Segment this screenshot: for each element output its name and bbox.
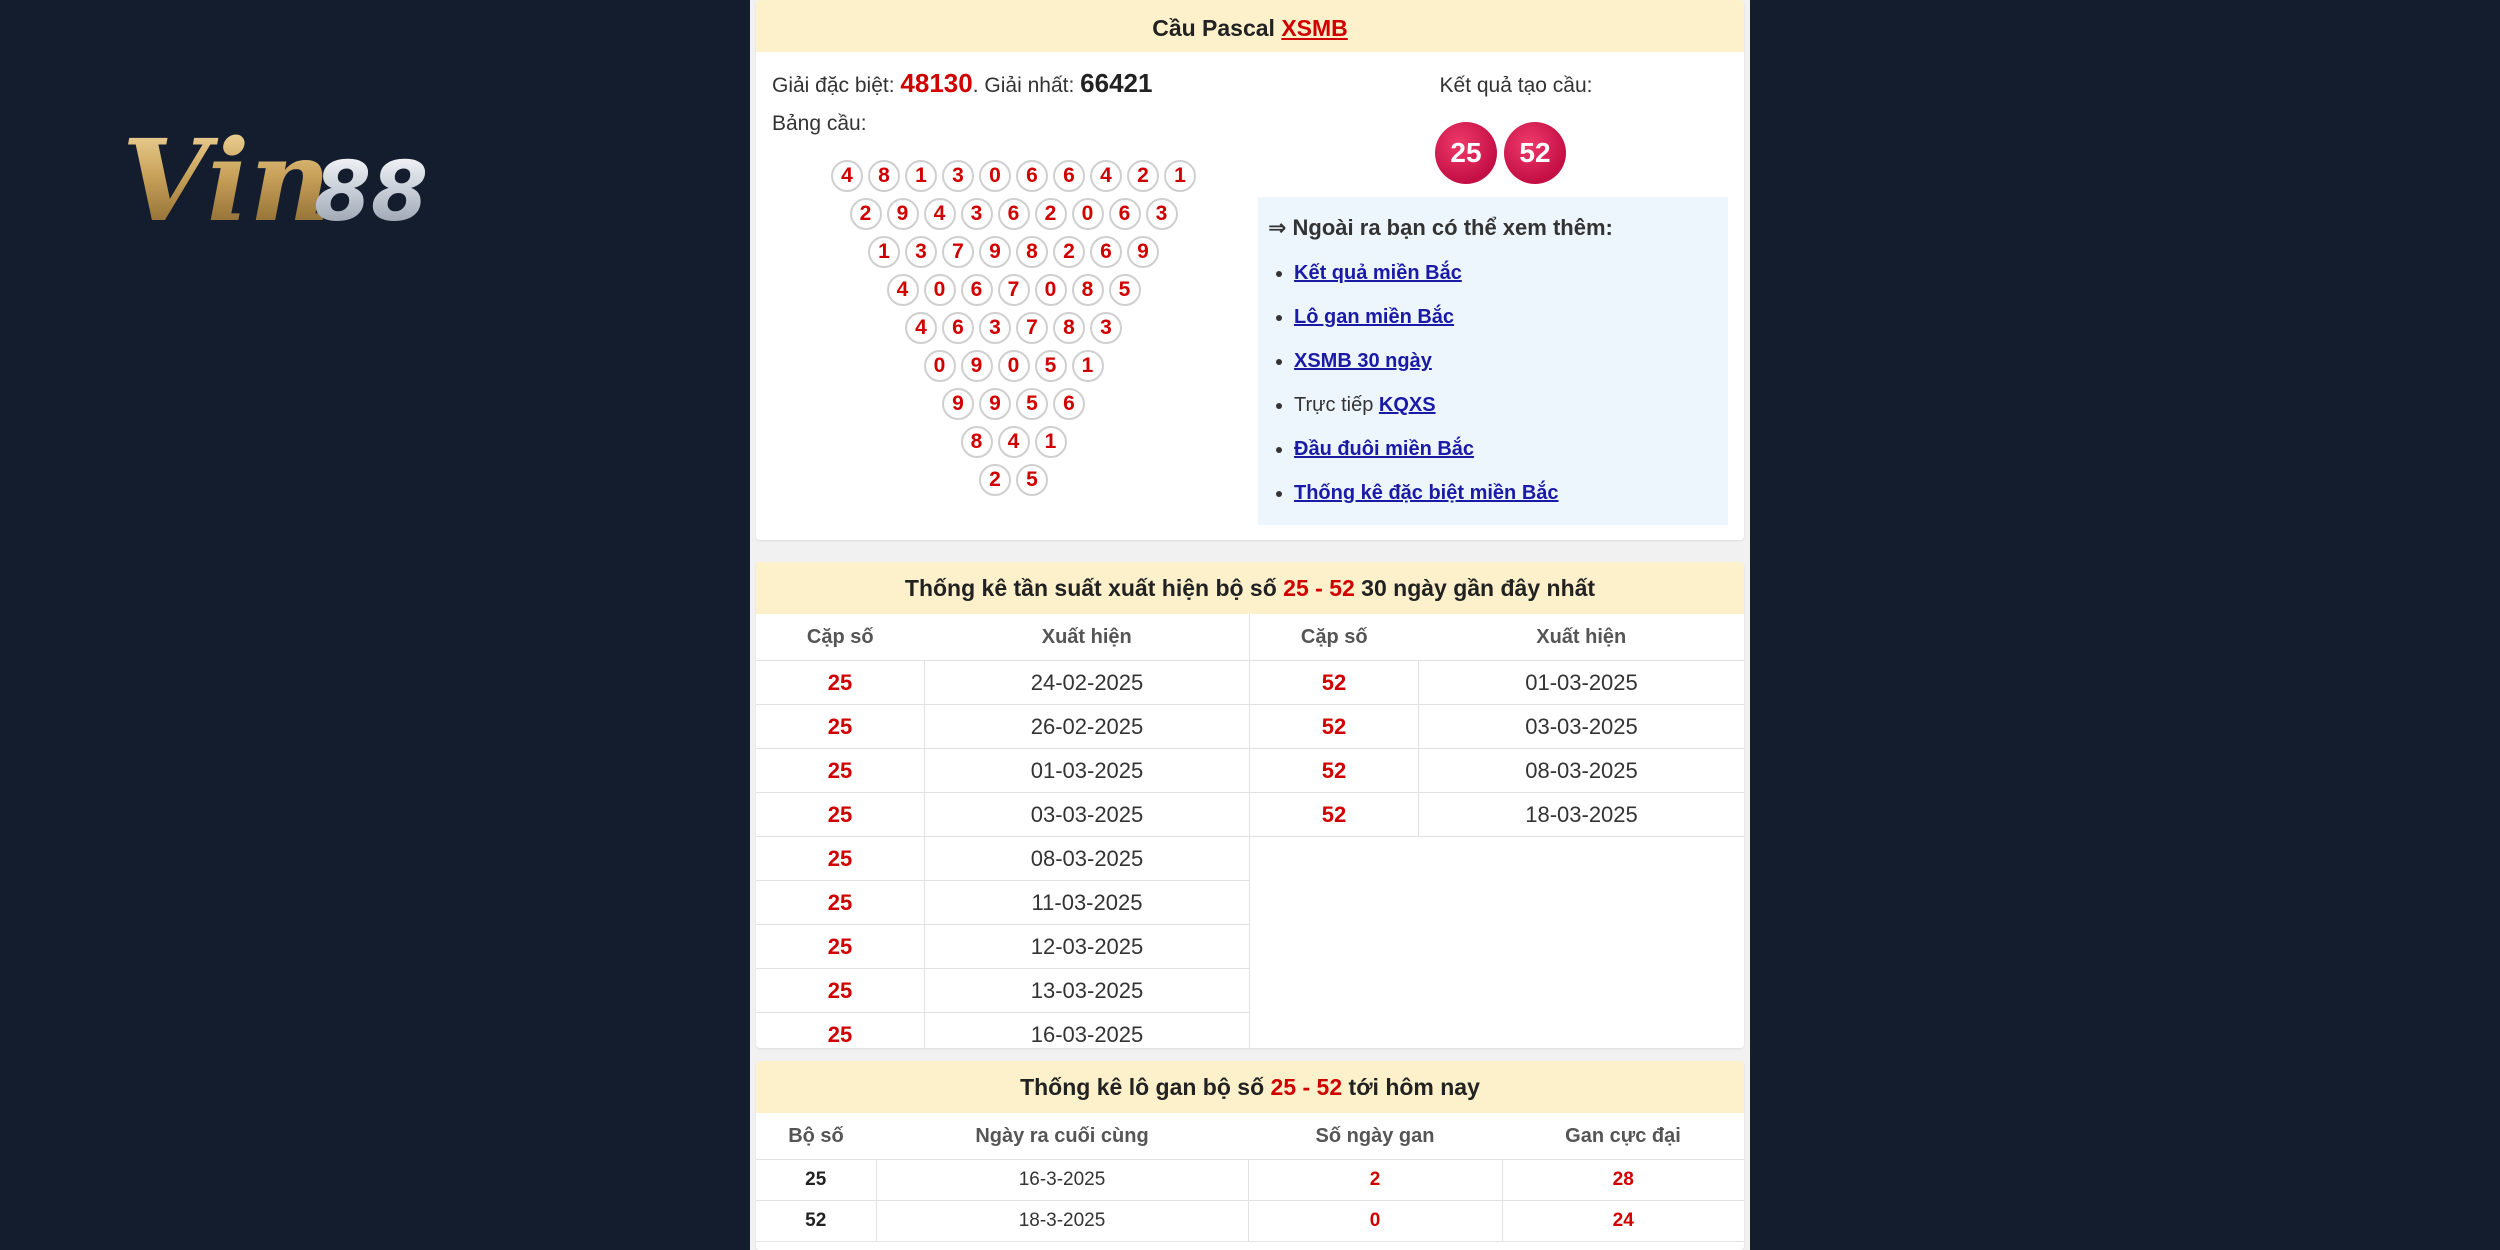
last-date-cell: 18-3-2025 xyxy=(876,1201,1248,1242)
pyramid-digit: 3 xyxy=(1090,312,1122,344)
date-cell: 08-03-2025 xyxy=(1419,749,1745,793)
link-ket-qua-mien-bac[interactable]: Kết quả miền Bắc xyxy=(1294,262,1462,284)
date-cell: 11-03-2025 xyxy=(925,881,1250,925)
pyramid-digit: 2 xyxy=(1127,160,1159,192)
pyramid-digit: 6 xyxy=(1053,160,1085,192)
pyramid-digit: 9 xyxy=(979,236,1011,268)
pascal-card xyxy=(756,0,1744,540)
column-header: Xuất hiện xyxy=(925,614,1250,661)
table-row xyxy=(756,1013,1250,1049)
pyramid-digit: 7 xyxy=(998,274,1030,306)
column-header: Cặp số xyxy=(756,614,925,661)
table-row xyxy=(1250,661,1744,705)
pyramid-digit: 6 xyxy=(1053,388,1085,420)
pyramid-digit: 9 xyxy=(1127,236,1159,268)
pyramid-digit: 0 xyxy=(1072,198,1104,230)
date-cell: 01-03-2025 xyxy=(1419,661,1745,705)
pair-cell: 25 xyxy=(756,1013,925,1049)
pair-cell: 25 xyxy=(756,969,925,1013)
vin88-logo xyxy=(122,118,482,238)
pyramid-digit: 6 xyxy=(998,198,1030,230)
pyramid-digit: 8 xyxy=(1072,274,1104,306)
pyramid-digit: 2 xyxy=(1053,236,1085,268)
prize-info: Giải đặc biệt: 48130. Giải nhất: 66421 xyxy=(772,68,1153,98)
link-dau-duoi-mien-bac[interactable]: Đầu đuôi miền Bắc xyxy=(1294,438,1475,460)
pyramid-digit: 6 xyxy=(961,274,993,306)
lo-gan-title: Thống kê lô gan bộ số 25 - 52 tới hôm nay xyxy=(756,1061,1744,1113)
date-cell: 13-03-2025 xyxy=(925,969,1250,1013)
pyramid-digit: 0 xyxy=(1035,274,1067,306)
date-cell: 12-03-2025 xyxy=(925,925,1250,969)
pyramid-digit: 4 xyxy=(1090,160,1122,192)
pyramid-digit: 6 xyxy=(1090,236,1122,268)
pyramid-digit: 2 xyxy=(979,464,1011,496)
pyramid-digit: 0 xyxy=(924,350,956,382)
see-more-item xyxy=(1294,295,1559,339)
pyramid-digit: 2 xyxy=(850,198,882,230)
pyramid-digit: 3 xyxy=(961,198,993,230)
column-header: Bộ số xyxy=(756,1113,876,1160)
result-ball: 25 xyxy=(1435,122,1497,184)
link-thong-ke-dac-biet[interactable]: Thống kê đặc biệt miền Bắc xyxy=(1294,482,1559,504)
pyramid-digit: 3 xyxy=(1146,198,1178,230)
frequency-table-25 xyxy=(756,614,1250,1048)
see-more-item xyxy=(1294,427,1559,471)
pyramid-digit: 4 xyxy=(924,198,956,230)
pyramid-digit: 6 xyxy=(942,312,974,344)
pair-cell: 25 xyxy=(756,881,925,925)
see-more-list xyxy=(1258,251,1559,515)
link-kqxs[interactable]: KQXS xyxy=(1378,394,1436,416)
table-row xyxy=(756,1201,1744,1242)
table-row xyxy=(756,837,1250,881)
lo-gan-table xyxy=(756,1113,1744,1242)
date-cell: 16-03-2025 xyxy=(925,1013,1250,1049)
gan-days-cell: 2 xyxy=(1248,1160,1502,1201)
see-more-item xyxy=(1294,339,1559,383)
pyramid-digit: 0 xyxy=(979,160,1011,192)
frequency-title-pair: 25 - 52 xyxy=(1283,575,1355,601)
pair-cell: 52 xyxy=(1250,793,1419,837)
result-label: Kết quả tạo cầu: xyxy=(1439,74,1593,97)
table-row xyxy=(756,705,1250,749)
date-cell: 03-03-2025 xyxy=(925,793,1250,837)
pyramid-digit: 6 xyxy=(1109,198,1141,230)
first-prize-value: 66421 xyxy=(1080,68,1153,98)
pair-cell: 52 xyxy=(1250,705,1419,749)
column-header: Gan cực đại xyxy=(1502,1113,1744,1160)
pair-cell: 52 xyxy=(1250,749,1419,793)
table-row xyxy=(756,749,1250,793)
logo-text-88: 88 xyxy=(314,145,429,238)
pyramid-digit: 6 xyxy=(1016,160,1048,192)
table-row xyxy=(756,925,1250,969)
lo-gan-card xyxy=(756,1061,1744,1250)
pair-cell: 25 xyxy=(756,661,925,705)
pyramid-digit: 9 xyxy=(942,388,974,420)
see-more-title: ⇒ Ngoài ra bạn có thể xem thêm: xyxy=(1268,215,1613,240)
see-more-item: • Trực tiếp KQXS xyxy=(1294,383,1559,427)
pyramid-digit: 1 xyxy=(868,236,900,268)
column-header: Cặp số xyxy=(1250,614,1419,661)
date-cell: 08-03-2025 xyxy=(925,837,1250,881)
pyramid-digit: 9 xyxy=(979,388,1011,420)
pair-cell: 25 xyxy=(756,705,925,749)
table-row xyxy=(756,881,1250,925)
result-ball: 52 xyxy=(1504,122,1566,184)
table-row xyxy=(756,793,1250,837)
gan-days-cell: 0 xyxy=(1248,1201,1502,1242)
pyramid-digit: 7 xyxy=(942,236,974,268)
pair-cell: 52 xyxy=(1250,661,1419,705)
pyramid-digit: 5 xyxy=(1109,274,1141,306)
pascal-title: Cầu Pascal XSMB xyxy=(756,0,1744,52)
lo-gan-title-pair: 25 - 52 xyxy=(1270,1074,1343,1100)
pyramid-digit: 5 xyxy=(1035,350,1067,382)
pyramid-digit: 8 xyxy=(1053,312,1085,344)
column-header: Ngày ra cuối cùng xyxy=(876,1113,1248,1160)
table-row xyxy=(1250,793,1744,837)
frequency-title: Thống kê tần suất xuất hiện bộ số 25 - 52 30 ngày gần đây nhất xyxy=(756,562,1744,614)
table-row xyxy=(756,661,1250,705)
pyramid-digit: 4 xyxy=(831,160,863,192)
date-cell: 26-02-2025 xyxy=(925,705,1250,749)
pyramid-digit: 9 xyxy=(961,350,993,382)
logo-text-vin: Vin xyxy=(122,118,331,238)
xsmb-title-link[interactable]: XSMB xyxy=(1281,15,1348,41)
pyramid-digit: 2 xyxy=(1035,198,1067,230)
pyramid-digit: 5 xyxy=(1016,388,1048,420)
pyramid-label: Bảng cầu: xyxy=(772,112,867,135)
see-more-box xyxy=(1258,197,1728,525)
max-gan-cell: 24 xyxy=(1502,1201,1744,1242)
pyramid-digit: 9 xyxy=(887,198,919,230)
pyramid-digit: 1 xyxy=(905,160,937,192)
see-more-item xyxy=(1294,471,1559,515)
link-lo-gan-mien-bac[interactable]: Lô gan miền Bắc xyxy=(1294,306,1455,328)
content-column xyxy=(750,0,1750,1250)
pyramid-digit: 8 xyxy=(961,426,993,458)
pyramid-digit: 3 xyxy=(942,160,974,192)
date-cell: 01-03-2025 xyxy=(925,749,1250,793)
special-prize-value: 48130 xyxy=(900,68,973,98)
date-cell: 18-03-2025 xyxy=(1419,793,1745,837)
date-cell: 03-03-2025 xyxy=(1419,705,1745,749)
pyramid-digit: 4 xyxy=(887,274,919,306)
pair-cell: 25 xyxy=(756,749,925,793)
pyramid-digit: 7 xyxy=(1016,312,1048,344)
last-date-cell: 16-3-2025 xyxy=(876,1160,1248,1201)
frequency-card xyxy=(756,562,1744,1048)
pyramid-digit: 0 xyxy=(924,274,956,306)
link-xsmb-30-ngay[interactable]: XSMB 30 ngày xyxy=(1294,350,1432,372)
pyramid-digit: 0 xyxy=(998,350,1030,382)
pyramid-digit: 8 xyxy=(1016,236,1048,268)
date-cell: 24-02-2025 xyxy=(925,661,1250,705)
table-row xyxy=(1250,749,1744,793)
pyramid-digit: 3 xyxy=(905,236,937,268)
pyramid-digit: 4 xyxy=(905,312,937,344)
pyramid-digit: 1 xyxy=(1072,350,1104,382)
pyramid-digit: 8 xyxy=(868,160,900,192)
bo-so-cell: 25 xyxy=(756,1160,876,1201)
pyramid-digit: 1 xyxy=(1164,160,1196,192)
pyramid-digit: 4 xyxy=(998,426,1030,458)
column-header: Xuất hiện xyxy=(1419,614,1745,661)
bo-so-cell: 52 xyxy=(756,1201,876,1242)
pyramid-digit: 3 xyxy=(979,312,1011,344)
table-row xyxy=(756,969,1250,1013)
pyramid-digit: 5 xyxy=(1016,464,1048,496)
frequency-table-52 xyxy=(1250,614,1744,837)
table-row xyxy=(756,1160,1744,1201)
pair-cell: 25 xyxy=(756,837,925,881)
column-header: Số ngày gan xyxy=(1248,1113,1502,1160)
see-more-item xyxy=(1294,251,1559,295)
pyramid-digit: 1 xyxy=(1035,426,1067,458)
pair-cell: 25 xyxy=(756,793,925,837)
table-row xyxy=(1250,705,1744,749)
max-gan-cell: 28 xyxy=(1502,1160,1744,1201)
pair-cell: 25 xyxy=(756,925,925,969)
